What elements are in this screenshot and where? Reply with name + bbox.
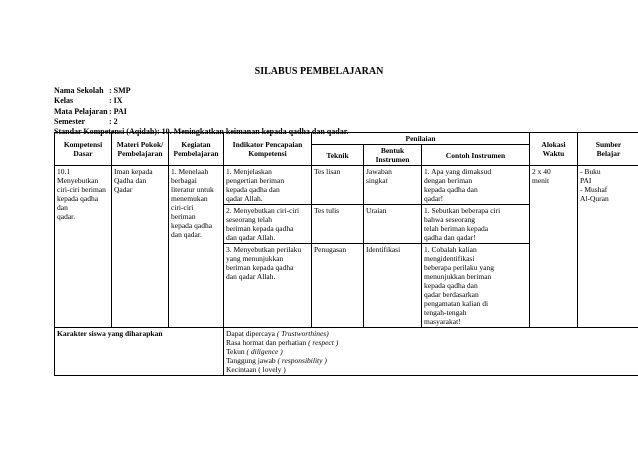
cell-teknik: Penugasan [312,244,364,328]
info-value: : 2 [109,116,118,126]
header-sumber: Sumber Belajar [578,133,638,166]
cell-contoh: 1. Cobalah kalian mengidentifikasi beberapa perilaku yang menunjukkan beriman kepada qadha dan qadar berdasarkan pengamatan kalian di tengah-tengah masyarakat! [422,244,530,328]
table-row [55,166,638,205]
karakter-item: Rasa hormat dan perhatian ( respect ) [226,338,339,347]
cell-sumber: - Buku PAI - Mushaf Al-Quran [578,166,638,328]
karakter-item: Kecintaan ( lovely ) [226,365,286,374]
standar-kompetensi: Standar Kompetensi (Aqidah): 10. Meningkatkan keimanan kepada qadha dan qadar. [54,127,349,137]
cell-contoh: 1. Apa yang dimaksud dengan beriman kepada qadha dan qadar! [422,166,530,205]
header-penilaian: Penilaian [312,133,530,145]
header-materi: Materi Pokok/ Pembelajaran [112,133,169,166]
cell-materi: Iman kepada Qadha dan Qadar [112,166,169,328]
karakter-item: Tanggung jawab ( responsibility ) [226,356,327,365]
cell-bentuk: Uraian [364,205,422,244]
karakter-item: Tekun ( diligence ) [226,347,283,356]
header-bentuk: Bentuk Instrumen [364,145,422,166]
info-key: Kelas [54,96,74,106]
cell-kegiatan: 1. Menelaah berbagai literatur untuk menemukan ciri-ciri beriman kepada qadha dan qadar. [169,166,224,328]
info-row [54,107,349,117]
karakter-row [55,328,638,376]
karakter-item: Dapat dipercaya ( Trustworthines) [226,329,329,338]
info-row [54,96,349,106]
karakter-label: Karakter siswa yang diharapkan [55,328,224,376]
cell-indikator: 3. Menyebutkan perilaku yang menunjukkan beriman kepada qadha dan qadar Allah. [224,244,312,328]
syllabus-table [54,132,638,376]
info-key: Nama Sekolah [54,86,104,95]
header-kegiatan: Kegiatan Pembelajaran [169,133,224,166]
header-teknik: Teknik [312,145,364,166]
karakter-list [224,328,638,376]
cell-indikator: 2. Menyebutkan ciri-ciri seseorang telah beriman kepada qadha dan qadar Allah. [224,205,312,244]
cell-teknik: Tes tulis [312,205,364,244]
cell-alokasi: 2 x 40 menit [530,166,578,328]
cell-contoh: 1. Sebutkan beberapa ciri bahwa seseorang telah beriman kepada qadha dan qadar! [422,205,530,244]
header-row [55,133,638,145]
document-info [54,86,349,137]
cell-indikator: 1. Menjelaskan pengertian beriman kepada qadha dan qadar Allah. [224,166,312,205]
document-title: SILABUS PEMBELAJARAN [254,66,384,77]
info-row [54,86,349,96]
cell-bentuk: Jawaban singkat [364,166,422,205]
header-kompetensi: Kompetensi Dasar [55,133,112,166]
info-value: : PAI [109,106,127,116]
info-value: : IX [109,96,123,106]
info-key: Semester [54,116,86,126]
cell-bentuk: Identifikasi [364,244,422,328]
info-value: : SMP [109,86,131,95]
header-contoh: Contoh Instrumen [422,145,530,166]
cell-kompetensi: 10.1 Menyebutkan ciri-ciri beriman kepada qadha dan qadar. [55,166,112,328]
cell-teknik: Tes lisan [312,166,364,205]
info-row [54,117,349,127]
info-key: Mata Pelajaran [54,106,108,116]
header-alokasi: Alokasi Waktu [530,133,578,166]
header-indikator: Indikator Pencapaian Kompetensi [224,133,312,166]
